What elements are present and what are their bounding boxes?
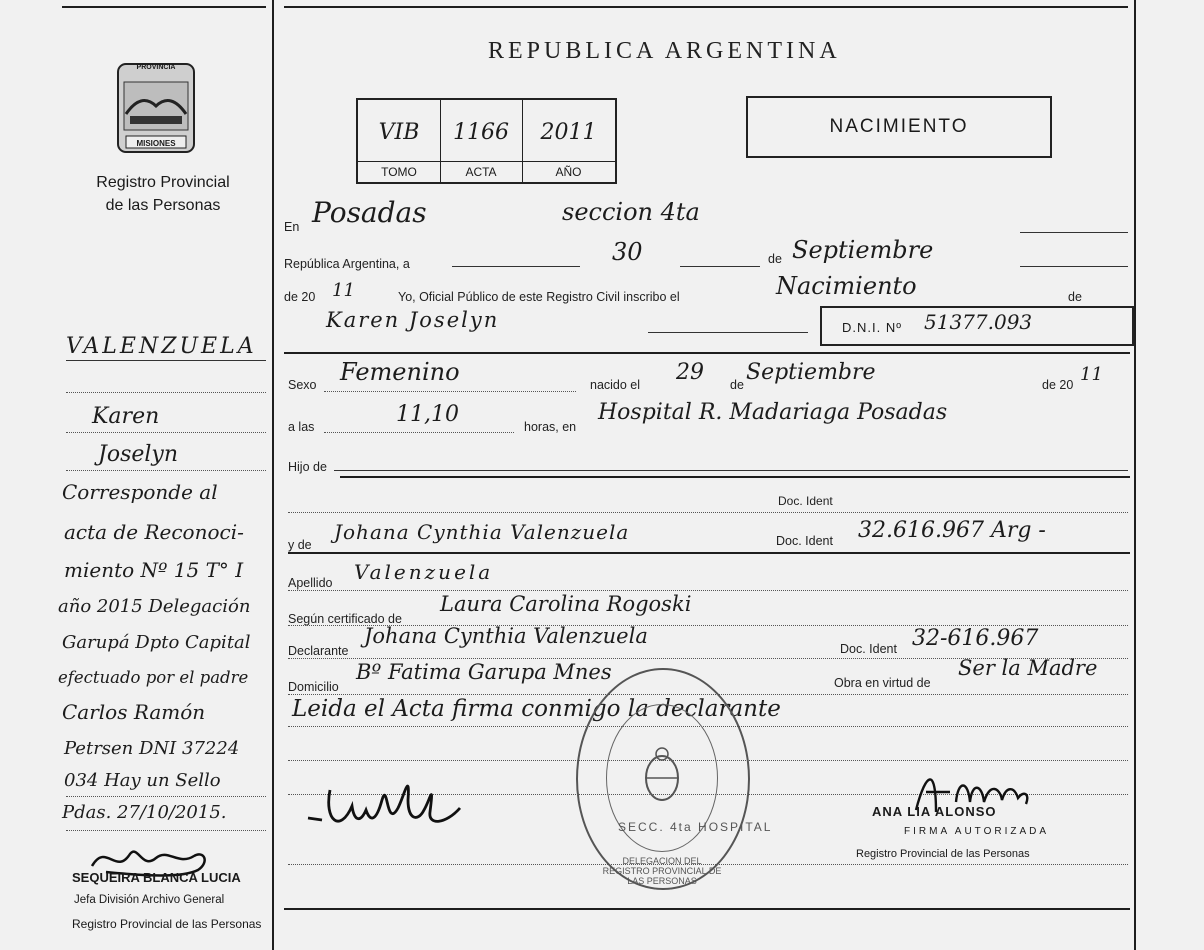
republica-label: República Argentina, a <box>284 257 410 271</box>
obra-label: Obra en virtud de <box>834 676 931 690</box>
sexo-value: Femenino <box>340 358 460 386</box>
dots <box>288 590 1128 591</box>
top-rule <box>284 6 1128 8</box>
margin-dots <box>66 796 266 797</box>
hijo-label: Hijo de <box>288 460 327 474</box>
officer-name: ANA LIA ALONSO <box>872 804 997 819</box>
en-label: En <box>284 220 300 234</box>
margin-note-line: año 2015 Delegación <box>58 596 251 617</box>
acta-value: 1166 <box>453 120 509 145</box>
registry-name-line2: de las Personas <box>105 197 221 214</box>
city-value: Posadas <box>312 196 427 229</box>
rule <box>452 266 580 267</box>
margin-top-rule <box>62 6 266 8</box>
nacido-label: nacido el <box>590 378 641 392</box>
doc-ident-label: Doc. Ident <box>778 494 833 508</box>
obra-value: Ser la Madre <box>958 656 1098 680</box>
dots <box>324 391 576 392</box>
dots <box>288 512 1128 513</box>
doc-ident-label-3: Doc. Ident <box>840 642 897 656</box>
certificado-value: Laura Carolina Rogoski <box>440 592 692 616</box>
rule <box>288 552 1130 554</box>
horas-label: horas, en <box>524 420 577 434</box>
rule <box>1020 232 1128 233</box>
logo-text-bottom: MISIONES <box>136 139 176 148</box>
de-label: de <box>768 252 782 266</box>
margin-note-line: Carlos Ramón <box>62 700 206 724</box>
year-suffix: 11 <box>332 280 355 301</box>
document-title: REPUBLICA ARGENTINA <box>488 38 841 64</box>
yde-label: y de <box>288 538 312 552</box>
sexo-label: Sexo <box>288 378 317 392</box>
rule <box>1020 266 1128 267</box>
logo-text-top: PROVINCIA <box>136 64 176 71</box>
margin-dots <box>66 470 266 471</box>
margin-signer-title: Jefa División Archivo General <box>74 894 225 906</box>
margin-note-line: miento Nº 15 T° I <box>64 558 244 582</box>
margin-rule <box>66 360 266 361</box>
officer-title: FIRMA AUTORIZADA <box>904 826 1050 837</box>
birth-month-value: Septiembre <box>746 360 876 385</box>
act-type-box: NACIMIENTO <box>746 96 1052 158</box>
apellido-value: Valenzuela <box>354 560 494 584</box>
rule <box>648 332 808 333</box>
rule <box>340 476 1130 478</box>
margin-note-line: acta de Reconoci- <box>64 520 244 544</box>
mother-value: Johana Cynthia Valenzuela <box>334 520 630 544</box>
section-value: seccion 4ta <box>562 198 700 226</box>
tomo-label: TOMO <box>358 161 440 182</box>
dni-value: 51377.093 <box>924 310 1033 334</box>
anio-cell <box>522 100 615 182</box>
birth-year-prefix: de 20 <box>1042 378 1074 392</box>
section-rule-1 <box>284 352 1130 354</box>
right-column-rule <box>1134 0 1136 950</box>
year-prefix: de 20 <box>284 290 316 304</box>
day-value: 30 <box>612 238 643 266</box>
margin-note-line: Corresponde al <box>62 480 218 504</box>
hour-value: 11,10 <box>396 402 459 427</box>
domicilio-label: Domicilio <box>288 680 339 694</box>
registry-name-line1: Registro Provincial <box>96 174 230 191</box>
seal-bottom-text: SECC. 4ta HOSPITAL <box>618 820 773 834</box>
birth-year-suffix: 11 <box>1080 364 1103 385</box>
book-reference-box <box>356 98 617 184</box>
margin-given-name-1: Karen <box>92 404 160 429</box>
official-seal-stamp <box>576 668 773 890</box>
seal-text: DELEGACION DEL REGISTRO PROVINCIAL DE LAS PERSONAS <box>602 856 722 886</box>
margin-dots <box>66 392 266 393</box>
dni-box <box>820 306 1134 346</box>
tomo-cell <box>358 100 441 182</box>
margin-note-line: 034 Hay un Sello <box>64 770 221 791</box>
left-column-rule <box>272 0 274 950</box>
registrant-name-value: Karen Joselyn <box>326 308 500 332</box>
mother-doc-value: 32.616.967 Arg - <box>858 518 1046 543</box>
apellido-label: Apellido <box>288 576 333 590</box>
de2-label: de <box>1068 290 1082 304</box>
margin-signer-name: SEQUEIRA BLANCA LUCIA <box>72 870 241 885</box>
certificado-label: Según certificado de <box>288 612 402 626</box>
margin-note-line: Pdas. 27/10/2015. <box>62 802 227 823</box>
margin-surname: VALENZUELA <box>66 334 257 359</box>
declarante-value: Johana Cynthia Valenzuela <box>364 624 648 648</box>
dni-label: D.N.I. Nº <box>842 320 902 335</box>
margin-signer-org: Registro Provincial de las Personas <box>72 917 262 931</box>
margin-note-line: efectuado por el padre <box>58 668 249 687</box>
margin-note-line: Petrsen DNI 37224 <box>64 738 240 759</box>
place-value: Hospital R. Madariaga Posadas <box>598 400 948 425</box>
month-value: Septiembre <box>792 236 934 264</box>
margin-dots <box>66 432 266 433</box>
acta-cell <box>440 100 523 182</box>
doc-ident-label-2: Doc. Ident <box>776 534 833 548</box>
bottom-rule <box>284 908 1130 910</box>
margin-dots <box>66 830 266 831</box>
anio-label: AÑO <box>522 161 615 182</box>
acta-label: ACTA <box>440 161 522 182</box>
act-inscribed-value: Nacimiento <box>776 272 917 300</box>
rule <box>680 266 760 267</box>
rule <box>334 470 1128 471</box>
margin-given-name-2: Joselyn <box>98 442 179 467</box>
birth-day-value: 29 <box>676 360 704 385</box>
alas-label: a las <box>288 420 315 434</box>
dots <box>324 432 514 433</box>
domicilio-value: Bº Fatima Garupa Mnes <box>356 660 612 684</box>
declarante-doc-value: 32-616.967 <box>912 626 1039 651</box>
de3-label: de <box>730 378 744 392</box>
tomo-value: VIB <box>378 120 420 145</box>
officer-text: Yo, Oficial Público de este Registro Civil inscribo el <box>398 290 680 304</box>
anio-value: 2011 <box>540 120 597 145</box>
declarant-signature-icon <box>300 760 480 844</box>
declarante-label: Declarante <box>288 644 349 658</box>
officer-org: Registro Provincial de las Personas <box>856 848 1030 860</box>
closing-text: Leida el Acta firma conmigo la declarante <box>292 696 781 722</box>
margin-note-line: Garupá Dpto Capital <box>62 632 251 653</box>
coat-of-arms-icon <box>640 746 684 806</box>
